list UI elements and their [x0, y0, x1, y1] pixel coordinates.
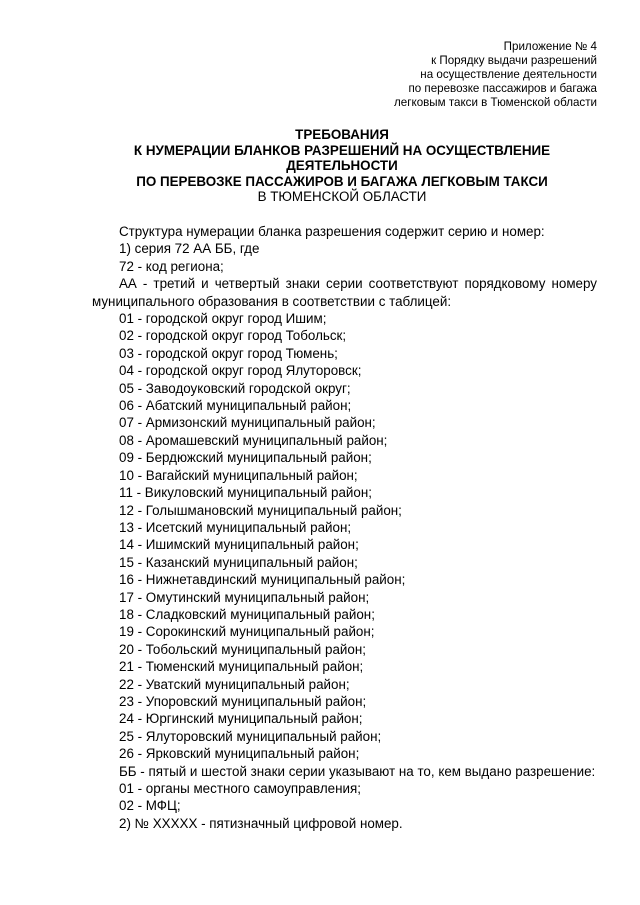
- appendix-line: по перевозке пассажиров и багажа: [408, 82, 597, 95]
- list-item: 01 - органы местного самоуправления;: [119, 781, 361, 796]
- appendix-line: к Порядку выдачи разрешений: [431, 54, 597, 67]
- list-item: 09 - Бердюжский муниципальный район;: [119, 450, 372, 466]
- list-item: 02 - МФЦ;: [119, 798, 181, 814]
- list-item: 04 - городской округ город Ялуторовск;: [119, 363, 362, 379]
- list-item: 14 - Ишимский муниципальный район;: [119, 537, 359, 553]
- list-item: 23 - Упоровский муниципальный район;: [119, 693, 367, 709]
- list-item: 10 - Вагайский муниципальный район;: [119, 467, 358, 483]
- list-item: 11 - Викуловский муниципальный район;: [119, 485, 372, 501]
- list-item: 05 - Заводоуковский городской округ;: [119, 380, 351, 396]
- title-line: ПО ПЕРЕВОЗКЕ ПАССАЖИРОВ И БАГАЖА ЛЕГКОВЫМ ТАКСИ: [136, 173, 548, 189]
- list-item: 01 - городской округ город Ишим;: [119, 311, 327, 327]
- list-item: 26 - Ярковский муниципальный район;: [119, 746, 360, 762]
- list-item: 15 - Казанский муниципальный район;: [119, 554, 358, 570]
- bb-description: ББ - пятый и шестой знаки серии указывают на то, кем выдано разрешение:: [119, 763, 596, 779]
- municipality-list: [92, 310, 597, 763]
- appendix-line: на осуществление деятельности: [420, 68, 597, 81]
- title-line: ДЕЯТЕЛЬНОСТИ: [286, 158, 398, 173]
- list-item: 21 - Тюменский муниципальный район;: [119, 659, 364, 675]
- list-item: 16 - Нижнетавдинский муниципальный район;: [119, 572, 406, 588]
- issuer-list: [92, 780, 597, 815]
- list-item: 03 - городской округ город Тюмень;: [119, 345, 338, 361]
- list-item: 20 - Тобольский муниципальный район;: [119, 641, 366, 657]
- list-item: 12 - Голышмановский муниципальный район;: [119, 502, 402, 518]
- appendix-line: Приложение № 4: [503, 40, 597, 53]
- number-paragraph: 2) № XXXXX - пятизначный цифровой номер.: [119, 815, 403, 831]
- list-item: 22 - Уватский муниципальный район;: [119, 676, 350, 692]
- series-paragraph: 1) серия 72 АА ББ, где: [119, 241, 260, 257]
- appendix-header: [394, 40, 597, 110]
- appendix-line: легковым такси в Тюменской области: [394, 96, 597, 109]
- list-item: 25 - Ялуторовский муниципальный район;: [119, 728, 382, 744]
- list-item: 07 - Армизонский муниципальный район;: [119, 415, 376, 431]
- region-paragraph: 72 - код региона;: [119, 258, 224, 274]
- document-title: [100, 127, 584, 205]
- title-subline: В ТЮМЕНСКОЙ ОБЛАСТИ: [257, 189, 427, 204]
- list-item: 17 - Омутинский муниципальный район;: [119, 589, 370, 605]
- document-body: [92, 223, 597, 832]
- aa-description: АА - третий и четвертый знаки серии соответствуют порядковому номеру муниципального образования в соответствии с таблицей:: [92, 276, 597, 309]
- list-item: 13 - Исетский муниципальный район;: [119, 519, 352, 535]
- list-item: 02 - городской округ город Тобольск;: [119, 328, 347, 344]
- list-item: 18 - Сладковский муниципальный район;: [119, 606, 375, 622]
- list-item: 06 - Абатский муниципальный район;: [119, 398, 352, 414]
- title-line: К НУМЕРАЦИИ БЛАНКОВ РАЗРЕШЕНИЙ НА ОСУЩЕСТВЛЕНИЕ: [133, 142, 551, 158]
- title-line: ТРЕБОВАНИЯ: [295, 127, 389, 142]
- list-item: 24 - Юргинский муниципальный район;: [119, 711, 363, 727]
- intro-paragraph: Структура нумерации бланка разрешения содержит серию и номер:: [119, 224, 545, 239]
- list-item: 08 - Аромашевский муниципальный район;: [119, 432, 388, 448]
- list-item: 19 - Сорокинский муниципальный район;: [119, 624, 375, 640]
